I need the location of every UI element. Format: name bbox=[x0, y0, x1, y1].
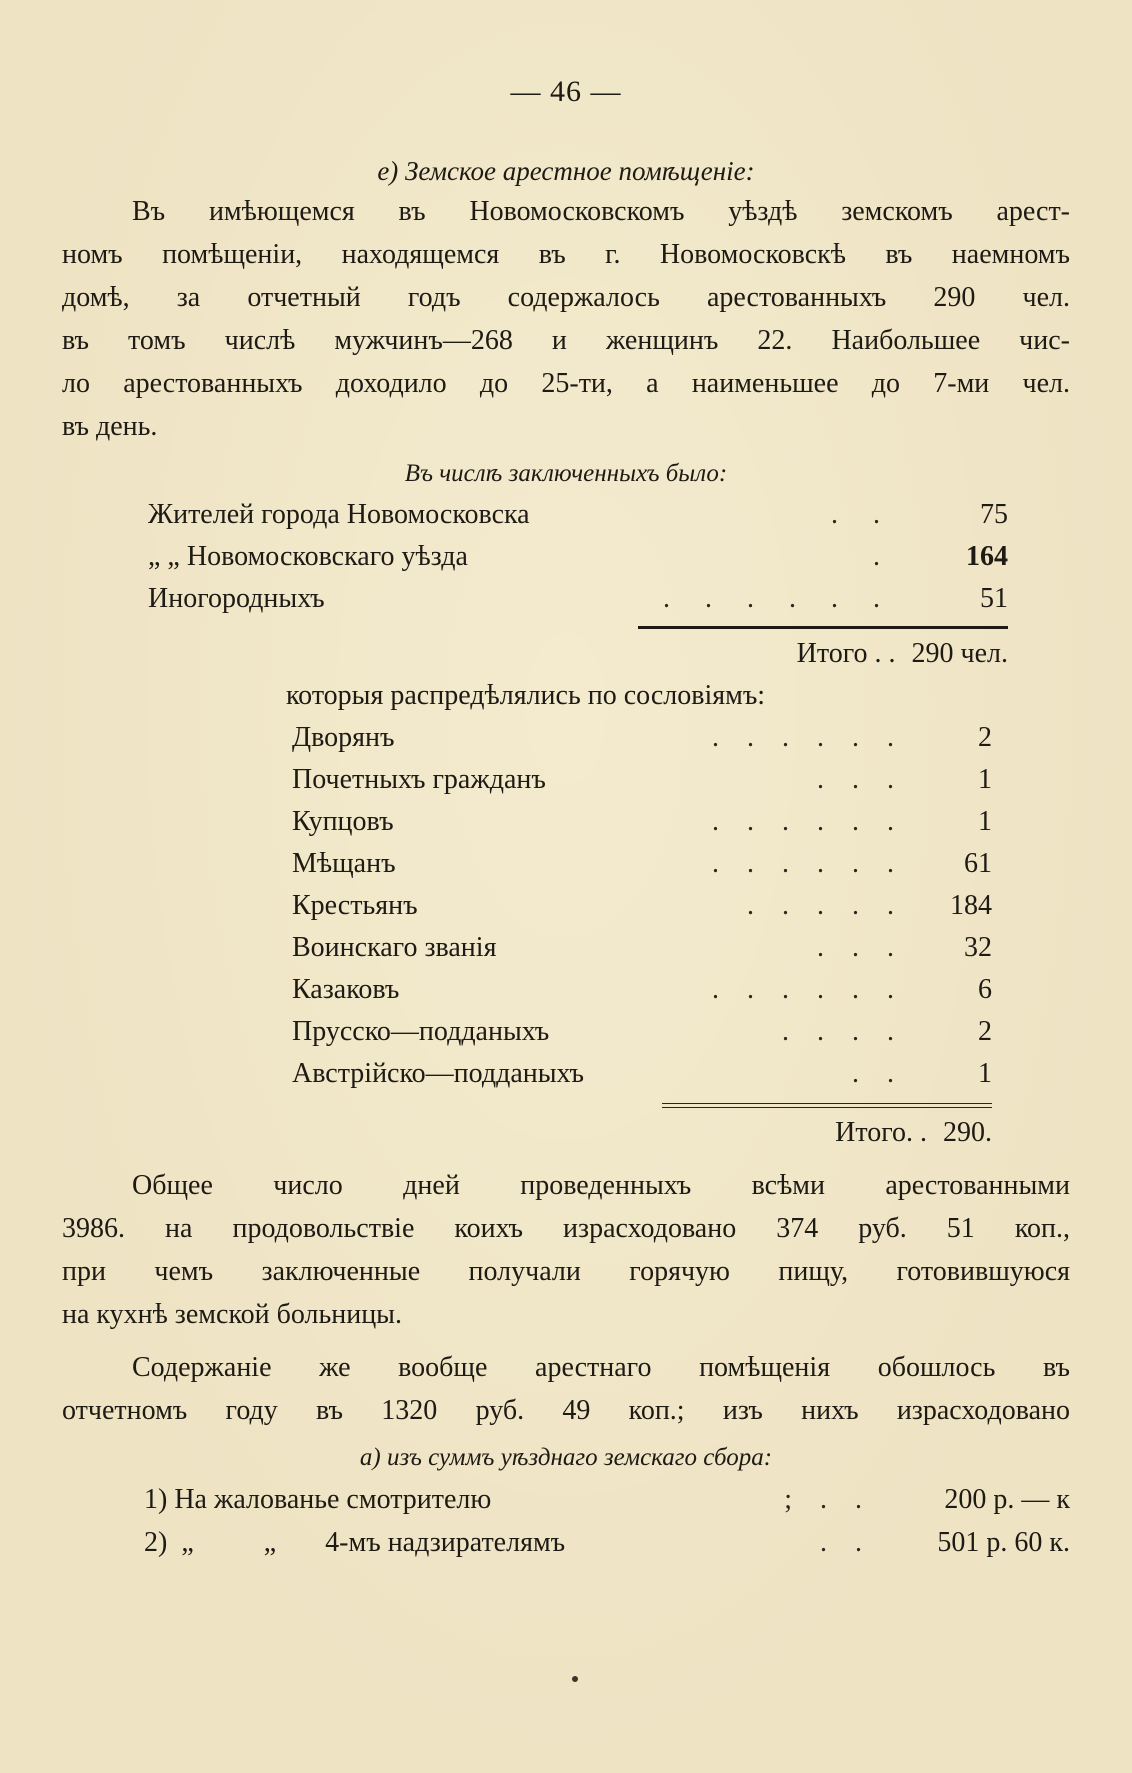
row-value: 2 bbox=[978, 722, 992, 753]
table-row bbox=[148, 536, 1008, 578]
row-value: 1 bbox=[978, 764, 992, 795]
table-row bbox=[292, 969, 992, 1011]
row-dots: . . bbox=[831, 499, 880, 530]
days-paragraph bbox=[62, 1164, 1070, 1336]
table-row bbox=[292, 801, 992, 843]
row-value: 1 bbox=[978, 1058, 992, 1089]
paragraph-line: при чемъ заключенные получали горячую пищу, готовившуюся bbox=[62, 1256, 1070, 1287]
row-dots: . . bbox=[820, 1527, 862, 1558]
expense-value: 200 р. — к bbox=[944, 1484, 1070, 1515]
row-label: Почетныхъ гражданъ bbox=[292, 764, 546, 795]
page-number: — 46 — bbox=[510, 75, 622, 108]
expense-label: 2) „ „ 4-мъ надзирателямъ bbox=[144, 1527, 566, 1558]
row-value: 1 bbox=[978, 806, 992, 837]
paragraph-line: домѣ, за отчетный годъ содержалось арестованныхъ 290 чел. bbox=[62, 282, 1070, 313]
row-dots: . . . . . . bbox=[712, 848, 894, 879]
total-row bbox=[148, 633, 1008, 675]
table-row bbox=[292, 759, 992, 801]
table-row bbox=[292, 717, 992, 759]
paragraph-line: Содержаніе же вообще арестнаго помѣщенія обошлось въ bbox=[132, 1352, 1070, 1383]
total-value: 290. bbox=[943, 1117, 992, 1148]
table-row bbox=[292, 885, 992, 927]
paragraph-line: въ день. bbox=[62, 411, 158, 442]
table-row bbox=[292, 1011, 992, 1053]
estate-table-caption: которыя распредѣлялись по сословіямъ: bbox=[286, 680, 766, 711]
row-dots: ; . . bbox=[784, 1484, 862, 1515]
row-value: 6 bbox=[978, 974, 992, 1005]
total-label: Итого. . bbox=[835, 1117, 927, 1148]
residence-table bbox=[148, 494, 1008, 675]
row-label: Иногородныхъ bbox=[148, 583, 325, 614]
total-row bbox=[292, 1112, 992, 1154]
row-label: Крестьянъ bbox=[292, 890, 418, 921]
expense-row bbox=[144, 1478, 1070, 1521]
row-label: Прусско—подданыхъ bbox=[292, 1016, 550, 1047]
row-value: 184 bbox=[950, 890, 992, 921]
spacer bbox=[62, 1336, 1070, 1346]
paragraph-line: 3986. на продовольствіе коихъ израсходовано 374 руб. 51 коп., bbox=[62, 1213, 1070, 1244]
paragraph-line: въ томъ числѣ мужчинъ—268 и женщинъ 22. Наибольшее чис- bbox=[62, 325, 1070, 356]
residence-table-caption: Въ числѣ заключенныхъ было: bbox=[404, 460, 728, 487]
table-row bbox=[292, 843, 992, 885]
spacer bbox=[62, 1154, 1070, 1164]
row-value: 2 bbox=[978, 1016, 992, 1047]
expense-row bbox=[144, 1521, 1070, 1564]
paragraph-line: Общее число дней проведенныхъ всѣми арестованными bbox=[132, 1170, 1070, 1201]
table-row bbox=[148, 494, 1008, 536]
row-label: Дворянъ bbox=[292, 722, 395, 753]
row-label: Купцовъ bbox=[292, 806, 394, 837]
paragraph-line: ло арестованныхъ доходило до 25-ти, а наименьшее до 7-ми чел. bbox=[62, 368, 1070, 399]
row-label: Воинскаго званія bbox=[292, 932, 497, 963]
total-rule-double bbox=[662, 1103, 992, 1108]
row-dots: . . . bbox=[817, 764, 894, 795]
expense-heading: а) изъ суммъ уѣзднаго земскаго сбора: bbox=[359, 1444, 773, 1471]
row-label: „ „ Новомосковскаго уѣзда bbox=[148, 541, 468, 572]
row-dots: . . . . . . bbox=[712, 974, 894, 1005]
row-label: Австрійско—подданыхъ bbox=[292, 1058, 584, 1089]
row-dots: . . . . . . bbox=[663, 583, 880, 614]
row-value: 75 bbox=[980, 499, 1008, 530]
total-value: 290 чел. bbox=[911, 638, 1008, 669]
estate-table-caption-row bbox=[286, 675, 992, 717]
row-dots: . . . bbox=[817, 932, 894, 963]
row-dots: . . . . . bbox=[747, 890, 894, 921]
paragraph-line: номъ помѣщеніи, находящемся въ г. Новомосковскѣ въ наемномъ bbox=[62, 239, 1070, 270]
expense-value: 501 р. 60 к. bbox=[937, 1527, 1070, 1558]
total-label: Итого . . bbox=[796, 638, 896, 669]
row-dots: . . . . bbox=[782, 1016, 894, 1047]
cost-paragraph bbox=[62, 1346, 1070, 1432]
expense-section bbox=[144, 1478, 1070, 1564]
row-label: Мѣщанъ bbox=[292, 848, 396, 879]
row-dots: . bbox=[873, 541, 880, 572]
row-value: 164 bbox=[966, 541, 1008, 572]
paragraph-line: на кухнѣ земской больницы. bbox=[62, 1299, 402, 1330]
row-label: Жителей города Новомосковска bbox=[148, 499, 530, 530]
table-row bbox=[148, 578, 1008, 620]
row-dots: . . . . . . bbox=[712, 806, 894, 837]
row-value: 51 bbox=[980, 583, 1008, 614]
row-value: 61 bbox=[964, 848, 992, 879]
paragraph-line: отчетномъ году въ 1320 руб. 49 коп.; изъ нихъ израсходовано bbox=[62, 1395, 1070, 1426]
ink-speck bbox=[572, 1676, 578, 1682]
table-row bbox=[292, 927, 992, 969]
table-row bbox=[292, 1053, 992, 1095]
row-dots: . . . . . . bbox=[712, 722, 894, 753]
row-dots: . . bbox=[852, 1058, 894, 1089]
paragraph-line: Въ имѣющемся въ Новомосковскомъ уѣздѣ земскомъ арест- bbox=[132, 196, 1070, 227]
intro-paragraph bbox=[62, 190, 1070, 448]
expense-label: 1) На жалованье смотрителю bbox=[144, 1484, 492, 1515]
total-rule bbox=[638, 626, 1008, 629]
row-value: 32 bbox=[964, 932, 992, 963]
row-label: Казаковъ bbox=[292, 974, 400, 1005]
section-heading: е) Земское арестное помѣщеніе: bbox=[377, 156, 755, 186]
estate-table bbox=[286, 675, 992, 1154]
